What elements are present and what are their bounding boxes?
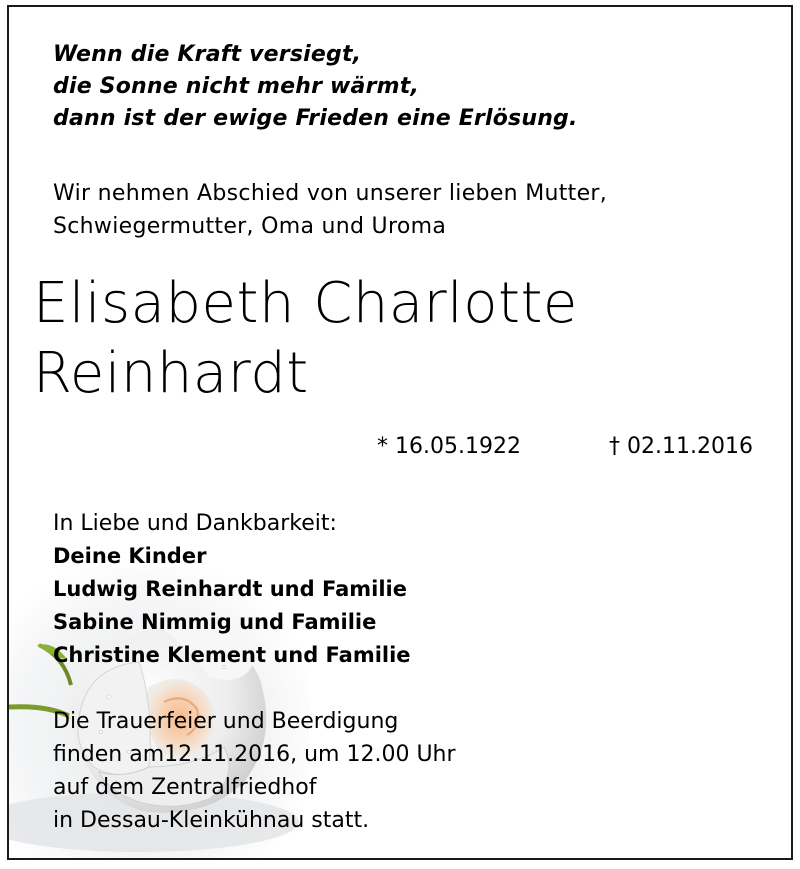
intro-line: Schwiegermutter, Oma und Uroma: [53, 214, 447, 239]
funeral-line: Die Trauerfeier und Beerdigung: [53, 709, 399, 734]
farewell-intro: [53, 177, 753, 243]
name-line-first: Elisabeth Charlotte: [33, 271, 578, 336]
motto-line: dann ist der ewige Frieden eine Erlösung.: [53, 106, 578, 131]
mourner-name: Ludwig Reinhardt und Familie: [53, 577, 407, 601]
mourners-intro: In Liebe und Dankbarkeit:: [53, 511, 337, 536]
intro-line: Wir nehmen Abschied von unserer lieben Mutter,: [53, 181, 608, 206]
mourner-name: Christine Klement und Familie: [53, 643, 411, 667]
motto-line: Wenn die Kraft versiegt,: [53, 42, 362, 67]
name-line-last: Reinhardt: [33, 341, 309, 406]
motto-verse: [53, 39, 753, 135]
birth-date: * 16.05.1922: [377, 434, 521, 459]
mourners-block: [53, 507, 753, 672]
deceased-name: [33, 269, 753, 409]
funeral-line: finden am12.11.2016, um 12.00 Uhr: [53, 742, 456, 767]
mourner-name: Deine Kinder: [53, 544, 207, 568]
mourner-name: Sabine Nimmig und Familie: [53, 610, 377, 634]
funeral-line: in Dessau-Kleinkühnau statt.: [53, 808, 370, 833]
life-dates: [53, 430, 753, 464]
funeral-info: [53, 705, 753, 837]
funeral-line: auf dem Zentralfriedhof: [53, 775, 317, 800]
motto-line: die Sonne nicht mehr wärmt,: [53, 74, 420, 99]
death-date: † 02.11.2016: [609, 434, 753, 459]
obituary-notice: [7, 5, 793, 860]
